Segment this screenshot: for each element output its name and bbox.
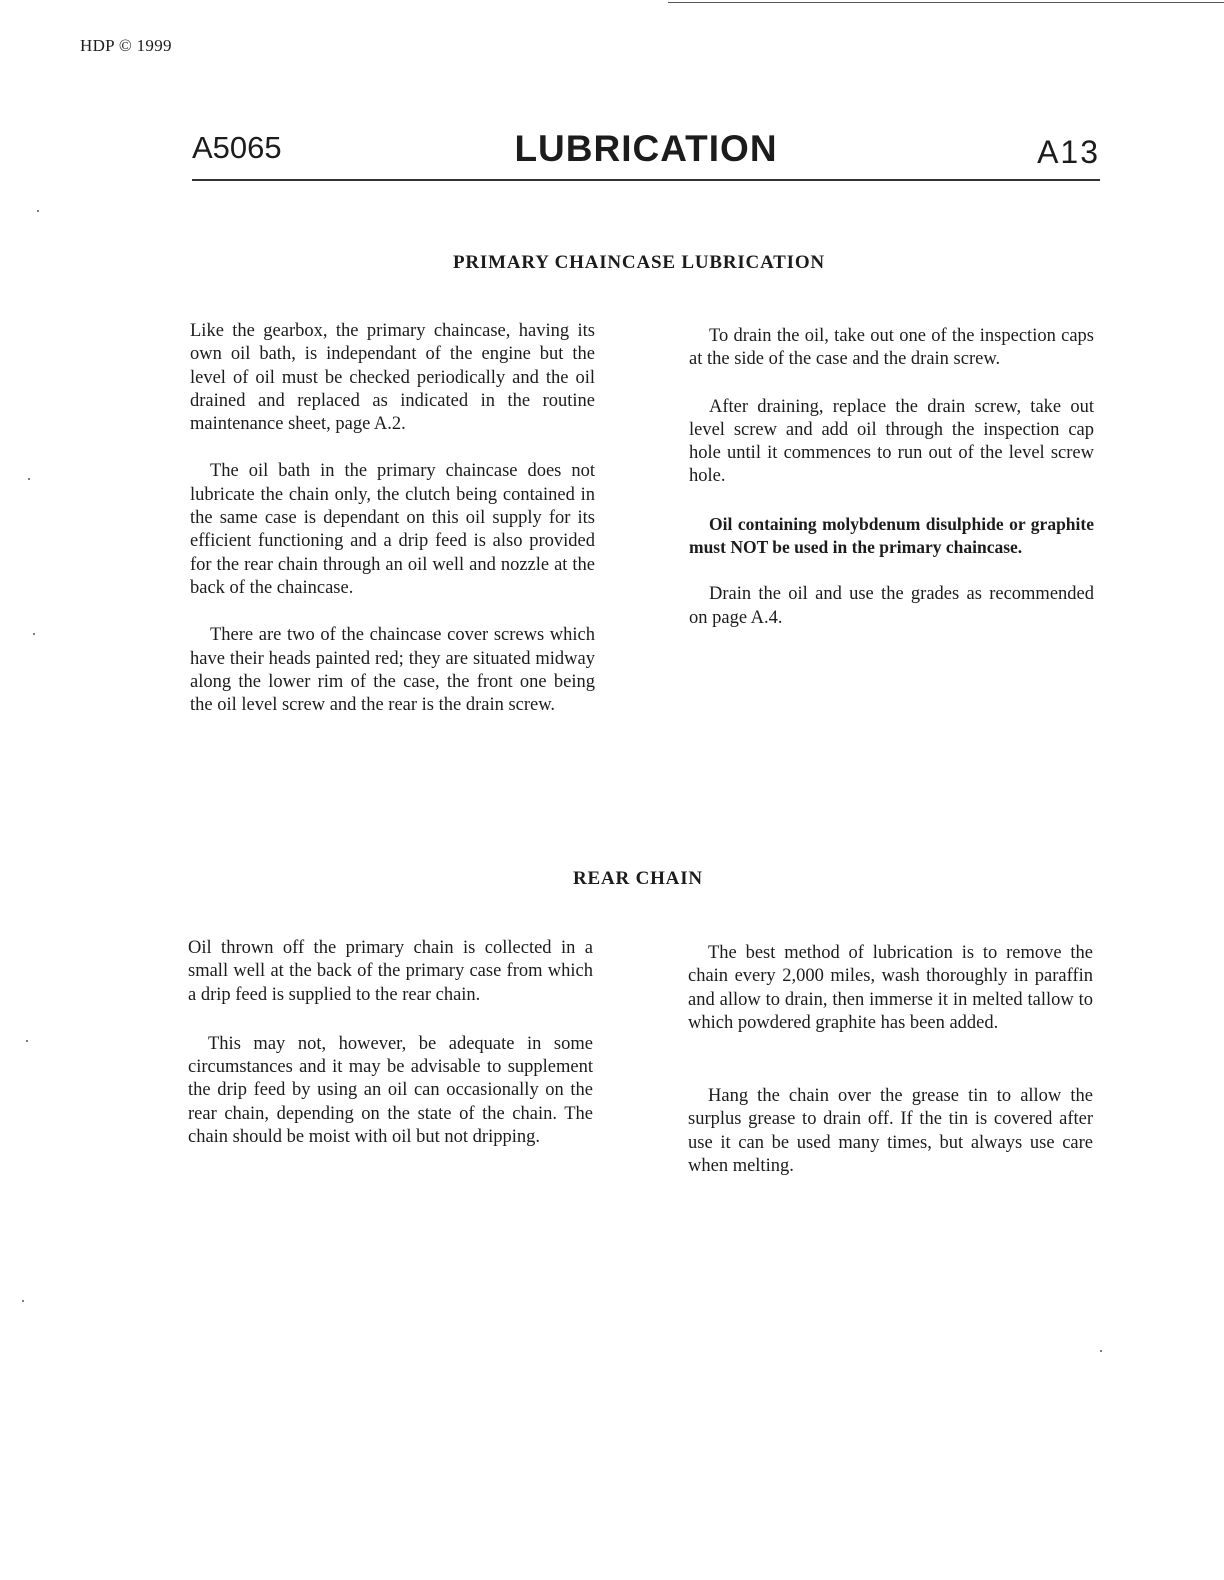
paragraph: Drain the oil and use the grades as recommended on page A.4. xyxy=(689,584,1094,628)
warning-paragraph: Oil containing molybdenum disulphide or graphite must NOT be used in the primary chaincase. xyxy=(689,513,1094,558)
page-header xyxy=(192,126,1100,186)
paragraph: Hang the chain over the grease tin to allow the surplus grease to drain off. If the tin is covered after use it can be used many times, but always use care when melting. xyxy=(688,1086,1093,1177)
primary-right-column xyxy=(689,325,1094,630)
paragraph: This may not, however, be adequate in some circumstances and it may be advisable to supplement the drip feed by using an oil can occasionally on the rear chain, depending on the state of the chain. The chain should be moist with oil but not dripping. xyxy=(188,1033,593,1148)
paragraph: The oil bath in the primary chaincase does not lubricate the chain only, the clutch being contained in the same case is dependant on this oil supply for its efficient functioning and a drip feed is also provided for the rear chain through an oil well and nozzle at the back of the chaincase. xyxy=(190,461,595,598)
top-edge-rule xyxy=(668,2,1224,3)
section-title-rear-chain: REAR CHAIN xyxy=(573,868,703,889)
paragraph: The best method of lubrication is to remove the chain every 2,000 miles, wash thoroughly in paraffin and allow to drain, then immerse it in melted tallow to which powdered graphite has been added. xyxy=(688,943,1093,1033)
copyright-notice: HDP © 1999 xyxy=(80,36,172,55)
scan-speck xyxy=(22,1300,24,1302)
page-title: LUBRICATION xyxy=(514,128,778,169)
section-title-primary-chaincase: PRIMARY CHAINCASE LUBRICATION xyxy=(453,252,825,273)
paragraph: There are two of the chaincase cover screws which have their heads painted red; they are situated midway along the lower rim of the case, the front one being the oil level screw and the rear is the drain screw. xyxy=(190,625,595,716)
scan-speck xyxy=(26,1040,28,1042)
scan-speck xyxy=(28,478,30,480)
paragraph: Oil thrown off the primary chain is collected in a small well at the back of the primary case from which a drip feed is supplied to the rear chain. xyxy=(188,938,593,1005)
paragraph: After draining, replace the drain screw, take out level screw and add oil through the inspection cap hole until it commences to run out of the level screw hole. xyxy=(689,396,1094,487)
page-number: A13 xyxy=(1037,134,1100,170)
paragraph: To drain the oil, take out one of the inspection caps at the side of the case and the drain screw. xyxy=(689,326,1094,370)
header-rule xyxy=(192,179,1100,181)
scan-speck xyxy=(1100,1350,1102,1352)
scan-speck xyxy=(33,633,35,635)
scan-speck xyxy=(37,210,39,212)
rear-chain-right-column xyxy=(688,942,1093,1178)
rear-chain-left-column xyxy=(188,937,593,1149)
paragraph: Like the gearbox, the primary chaincase, having its own oil bath, is independant of the engine but the level of oil must be checked periodically and the oil drained and replaced as indicated in the routine maintenance sheet, page A.2. xyxy=(190,321,595,435)
primary-left-column xyxy=(190,320,595,717)
part-number: A5065 xyxy=(192,130,282,165)
